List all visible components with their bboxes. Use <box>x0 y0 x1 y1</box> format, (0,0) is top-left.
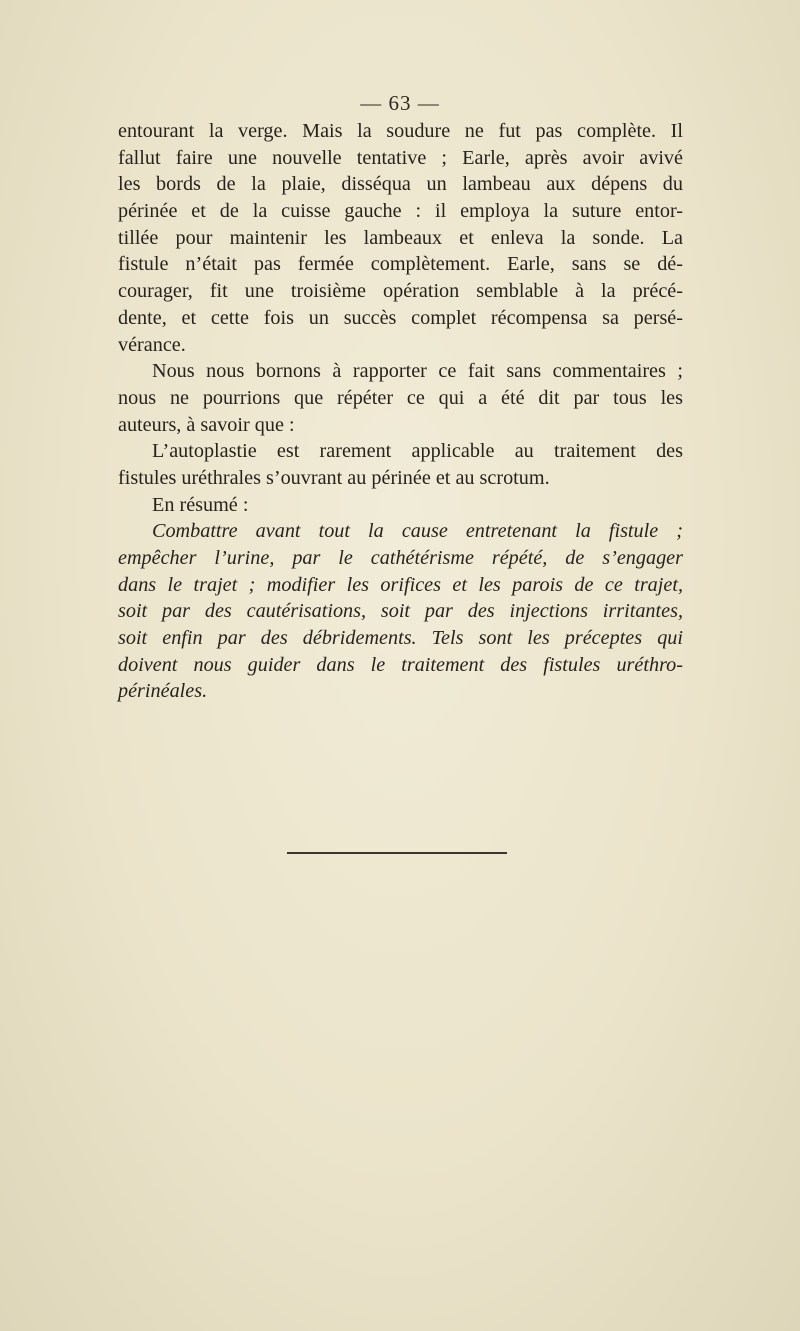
text-line: courager, fit une troisième opération semblable à la précé- <box>118 280 683 303</box>
text-line: vérance. <box>118 333 186 356</box>
italic-line: dans le trajet ; modifier les orifices et les parois de ce trajet, <box>118 573 683 596</box>
text-line: auteurs, à savoir que : <box>118 413 295 436</box>
text-line: les bords de la plaie, disséqua un lambeau aux dépens du <box>118 173 683 196</box>
italic-line: doivent nous guider dans le traitement des fistules uréthro- <box>118 653 683 676</box>
italic-line: soit par des cautérisations, soit par des injections irritantes, <box>118 600 683 623</box>
text-line: dente, et cette fois un succès complet récompensa sa persé- <box>118 306 683 329</box>
page-number: — 63 — <box>360 91 440 115</box>
text-line: périnée et de la cuisse gauche : il employa la suture entor- <box>118 200 683 223</box>
text-line: fallut faire une nouvelle tentative ; Earle, après avoir avivé <box>118 146 683 169</box>
text-line: nous ne pourrions que répéter ce qui a été dit par tous les <box>118 386 683 409</box>
text-line: fistules uréthrales s’ouvrant au périnée et au scrotum. <box>118 466 550 489</box>
body-text <box>118 118 683 705</box>
italic-line: périnéales. <box>118 680 208 703</box>
text-line: entourant la verge. Mais la soudure ne fut pas complète. Il <box>118 120 683 142</box>
section-divider <box>287 852 507 854</box>
summary-heading: En résumé : <box>152 493 249 516</box>
paragraph-start-line: L’autoplastie est rarement applicable au traitement des <box>152 440 683 463</box>
italic-line: soit enfin par des débridements. Tels sont les préceptes qui <box>118 627 683 650</box>
paragraph-start-line: Nous nous bornons à rapporter ce fait sans commentaires ; <box>152 360 683 383</box>
text-line: tillée pour maintenir les lambeaux et enleva la sonde. La <box>118 226 683 249</box>
italic-line: empêcher l’urine, par le cathétérisme répété, de s’engager <box>118 547 683 569</box>
text-line: fistule n’était pas fermée complètement. Earle, sans se dé- <box>118 253 683 276</box>
italic-line: Combattre avant tout la cause entretenant la fistule ; <box>152 520 683 543</box>
